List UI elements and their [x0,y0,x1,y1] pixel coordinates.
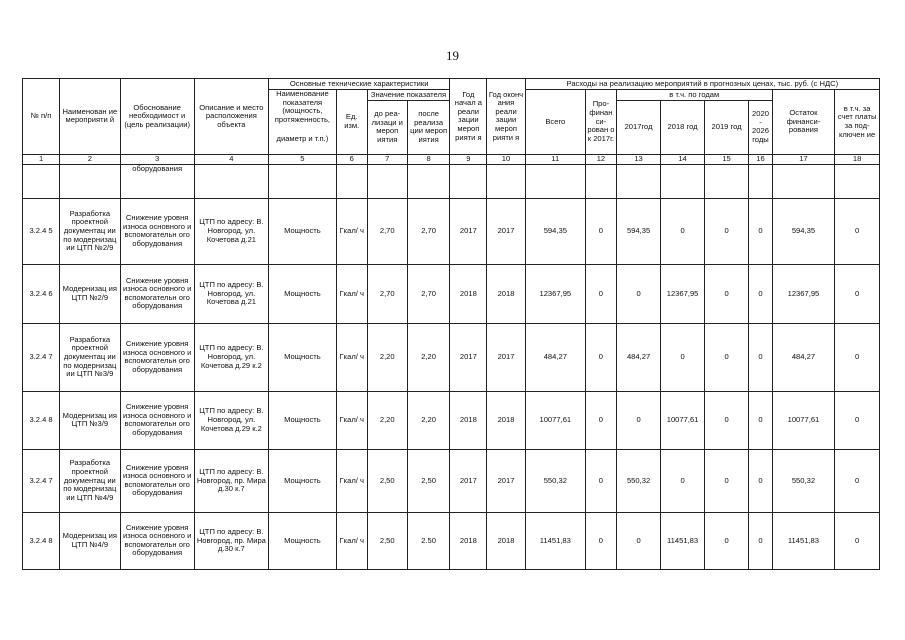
row-number: 3.2.4 8 [23,391,60,449]
column-number: 15 [704,154,749,164]
value-before: 2,50 [367,512,407,569]
measure-name: Модернизац ия ЦТП №4/9 [60,512,120,569]
header-end-year: Год оконч ания реали зации мероп рияти я [487,79,525,155]
table-row [23,512,880,569]
cost-2020-2026: 0 [749,323,772,391]
unit: Гкал/ ч [336,264,367,323]
value-before: 2,20 [367,391,407,449]
unit: Гкал/ ч [336,449,367,512]
indicator-name: Мощность [268,323,336,391]
header-indicator: Наименование показателя (мощность, протяженность, [268,90,336,125]
value-after: 2,70 [407,264,449,323]
column-number: 18 [835,154,880,164]
measure-reason: Снижение уровня износа основного и вспомогательн ого оборудования [120,264,194,323]
end-year: 2017 [487,449,525,512]
end-year: 2017 [487,198,525,264]
header-2017: 2017год [616,101,661,155]
header-years-group: в т.ч. по годам [616,90,772,101]
measure-name: Разработка проектной документац ии по модернизац ии ЦТП №4/9 [60,449,120,512]
continuation-row [23,164,880,198]
measure-reason: Снижение уровня износа основного и вспомогательн ого оборудования [120,198,194,264]
indicator-name: Мощность [268,449,336,512]
investment-table [22,78,880,570]
column-number: 16 [749,154,772,164]
cost-total: 12367,95 [525,264,585,323]
value-before: 2,50 [367,449,407,512]
column-number: 14 [661,154,704,164]
column-number: 17 [772,154,835,164]
remaining-financing: 11451,83 [772,512,835,569]
financed-before-2017: 0 [586,264,617,323]
value-before: 2,20 [367,323,407,391]
value-after: 2,50 [407,449,449,512]
end-year: 2018 [487,391,525,449]
table-header [23,79,880,165]
header-2020-2026: 2020 - 2026 годы [749,101,772,155]
financed-before-2017: 0 [586,198,617,264]
connection-fee-part: 0 [835,512,880,569]
indicator-name: Мощность [268,391,336,449]
column-number: 8 [407,154,449,164]
cost-2018: 0 [661,198,704,264]
table-row [23,449,880,512]
header-tech-group: Основные технические характеристики [268,79,449,90]
row-number: 3.2.4 6 [23,264,60,323]
cost-2017: 0 [616,264,661,323]
end-year: 2018 [487,264,525,323]
start-year: 2017 [450,323,487,391]
header-before: до реа-лизаци и мероп иятия [367,101,407,155]
cost-2017: 0 [616,512,661,569]
measure-name: Разработка проектной документац ии по модернизац ии ЦТП №2/9 [60,198,120,264]
cost-2020-2026: 0 [749,264,772,323]
cost-total: 10077,61 [525,391,585,449]
column-number: 5 [268,154,336,164]
column-number: 1 [23,154,60,164]
page-number: 19 [446,48,459,63]
object-location: ЦТП по адресу: В. Новгород, пр. Мира д.30 к.7 [194,449,268,512]
measure-reason: Снижение уровня износа основного и вспомогательн ого оборудования [120,391,194,449]
connection-fee-part: 0 [835,264,880,323]
row-number: 3.2.4 5 [23,198,60,264]
cost-2019: 0 [704,264,749,323]
cost-2020-2026: 0 [749,198,772,264]
financed-before-2017: 0 [586,512,617,569]
table-row [23,198,880,264]
start-year: 2017 [450,198,487,264]
connection-fee-part: 0 [835,391,880,449]
cost-2020-2026: 0 [749,391,772,449]
remaining-financing: 594,35 [772,198,835,264]
end-year: 2018 [487,512,525,569]
header-indicator-cont: диаметр и т.п.) [268,124,336,154]
measure-reason: Снижение уровня износа основного и вспомогательн ого оборудования [120,323,194,391]
unit: Гкал/ ч [336,323,367,391]
object-location: ЦТП по адресу: В. Новгород, ул. Кочетова д.29 к.2 [194,391,268,449]
cost-2018: 0 [661,323,704,391]
cost-2019: 0 [704,512,749,569]
header-after: после реализа ции мероп иятия [407,101,449,155]
value-after: 2,20 [407,391,449,449]
table-row [23,264,880,323]
header-2019: 2019 год [704,101,749,155]
unit: Гкал/ ч [336,512,367,569]
measure-name: Модернизац ия ЦТП №3/9 [60,391,120,449]
cost-total: 11451,83 [525,512,585,569]
measure-name: Модернизац ия ЦТП №2/9 [60,264,120,323]
object-location: ЦТП по адресу: В. Новгород, ул. Кочетова д.21 [194,198,268,264]
continuation-text: оборудования [120,164,194,198]
header-connection: в т.ч. за счет платы за под-ключен ие [835,90,880,155]
cost-2018: 0 [661,449,704,512]
row-number: 3.2.4 7 [23,323,60,391]
cost-2018: 11451,83 [661,512,704,569]
column-number: 6 [336,154,367,164]
table-row [23,391,880,449]
cost-2019: 0 [704,391,749,449]
measure-name: Разработка проектной документац ии по модернизац ии ЦТП №3/9 [60,323,120,391]
cost-2019: 0 [704,449,749,512]
header-financed: Про-финан си-рован о к 2017г. [586,90,617,155]
column-number: 10 [487,154,525,164]
cost-total: 594,35 [525,198,585,264]
column-number: 12 [586,154,617,164]
cost-2018: 12367,95 [661,264,704,323]
header-value-group: Значение показателя [367,90,450,101]
connection-fee-part: 0 [835,323,880,391]
financed-before-2017: 0 [586,323,617,391]
header-total: Всего [525,90,585,155]
cost-2020-2026: 0 [749,512,772,569]
table-row [23,323,880,391]
end-year: 2017 [487,323,525,391]
start-year: 2017 [450,449,487,512]
cost-2018: 10077,61 [661,391,704,449]
unit: Гкал/ ч [336,391,367,449]
cost-2017: 594,35 [616,198,661,264]
remaining-financing: 10077,61 [772,391,835,449]
value-before: 2,70 [367,198,407,264]
header-remainder: Остаток финанси-рования [772,90,835,155]
cost-2020-2026: 0 [749,449,772,512]
measure-reason: Снижение уровня износа основного и вспомогательн ого оборудования [120,512,194,569]
start-year: 2018 [450,264,487,323]
row-number: 3.2.4 8 [23,512,60,569]
unit: Гкал/ ч [336,198,367,264]
cost-2019: 0 [704,323,749,391]
connection-fee-part: 0 [835,198,880,264]
value-after: 2,70 [407,198,449,264]
indicator-name: Мощность [268,264,336,323]
cost-2017: 550,32 [616,449,661,512]
cost-total: 484,27 [525,323,585,391]
header-location: Описание и место расположения объекта [194,79,268,155]
indicator-name: Мощность [268,198,336,264]
header-cost-group: Расходы на реализацию мероприятий в прогнозных ценах, тыс. руб. (с НДС) [525,79,879,90]
header-2018: 2018 год [661,101,704,155]
column-number: 11 [525,154,585,164]
column-number: 4 [194,154,268,164]
header-reason: Обоснование необходимост и (цель реализации) [120,79,194,155]
object-location: ЦТП по адресу: В. Новгород, ул. Кочетова д.21 [194,264,268,323]
cost-total: 550,32 [525,449,585,512]
row-number: 3.2.4 7 [23,449,60,512]
column-number: 9 [450,154,487,164]
value-after: 2,20 [407,323,449,391]
column-number-row [23,154,880,164]
indicator-name: Мощность [268,512,336,569]
cost-2017: 0 [616,391,661,449]
column-number: 3 [120,154,194,164]
header-start-year: Год начал а реали зации мероп рияти я [450,79,487,155]
cost-2017: 484,27 [616,323,661,391]
value-before: 2,70 [367,264,407,323]
header-num: № п/п [23,79,60,155]
start-year: 2018 [450,512,487,569]
header-name: Наименован ие мероприяти й [60,79,120,155]
object-location: ЦТП по адресу: В. Новгород, ул. Кочетова д.29 к.2 [194,323,268,391]
column-number: 7 [367,154,407,164]
connection-fee-part: 0 [835,449,880,512]
table-body [23,164,880,569]
object-location: ЦТП по адресу: В. Новгород, пр. Мира д.30 к.7 [194,512,268,569]
column-number: 13 [616,154,661,164]
financed-before-2017: 0 [586,449,617,512]
cost-2019: 0 [704,198,749,264]
value-after: 2.50 [407,512,449,569]
start-year: 2018 [450,391,487,449]
financed-before-2017: 0 [586,391,617,449]
remaining-financing: 484,27 [772,323,835,391]
header-unit: Ед. изм. [336,90,367,155]
column-number: 2 [60,154,120,164]
remaining-financing: 12367,95 [772,264,835,323]
measure-reason: Снижение уровня износа основного и вспомогательн ого оборудования [120,449,194,512]
remaining-financing: 550,32 [772,449,835,512]
